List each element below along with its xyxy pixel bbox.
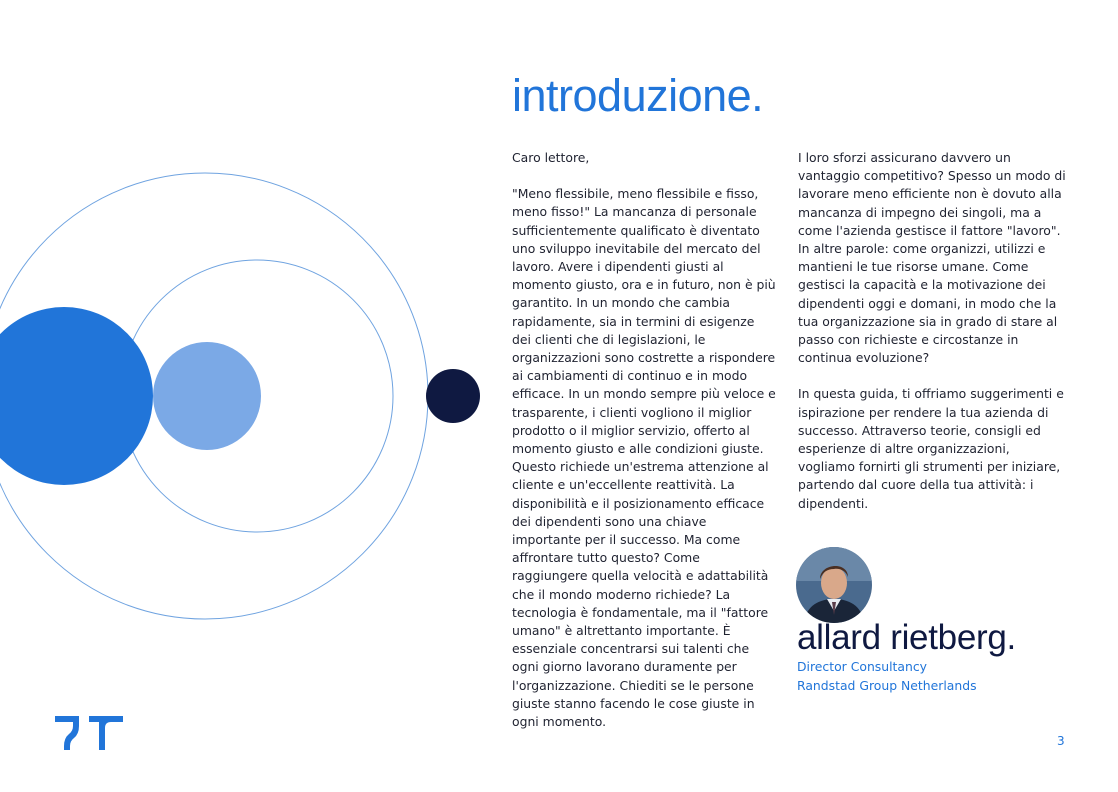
light-blue-filled-circle [153,342,261,450]
author-company: Randstad Group Netherlands [797,678,977,693]
letter-column-left [512,149,777,749]
decorative-circles [0,0,500,792]
author-name: allard rietberg. [797,618,1016,657]
letter-greeting: Caro lettore, [512,150,590,165]
author-role: Director Consultancy [797,659,927,674]
page-number: 3 [1057,734,1065,748]
page-title: introduzione. [512,70,764,121]
letter-paragraph-1: "Meno flessibile, meno flessibile e fisso, meno fisso!" La mancanza di personale sufficientemente qualificato è diventato uno sviluppo inevitabile del mercato del lavoro. Avere i dipendenti giusti al momento giusto, ora e in futuro, non è più garantito. In un mondo che cambia rapidamente, sia in termini di esigenze dei clienti che di legislazioni, le organizzazioni sono costrette a rispondere ai cambiamenti di continuo e in modo efficace. In un mondo sempre più veloce e trasparente, i clienti vogliono il miglior prodotto o il miglior servizio, offerto al momento giusto e alle condizioni giuste. Questo richiede un'estrema attenzione al cliente e un'eccellente reattività. La disponibilità e il posizionamento efficace dei dipendenti sono una chiave importante per il successo. Ma come affrontare tutto questo? Come raggiungere quella velocità e adattabilità che il mondo moderno richiede? La tecnologia è fondamentale, ma il "fattore umano" è altrettanto importante. È essenziale concentrarsi sui talenti che ogni giorno lavorano duramente per l'organizzazione. Chiediti se le persone giuste stanno facendo le cose giuste in ogni momento. [512,186,776,730]
letter-paragraph-2: I loro sforzi assicurano davvero un vantaggio competitivo? Spesso un modo di lavorare meno efficiente non è dovuto alla mancanza di impegno dei singoli, ma a come l'azienda gestisce il fattore "lavoro". In altre parole: come organizzi, utilizzi e mantieni le tue risorse umane. Come gestisci la capacità e la motivazione dei dipendenti oggi e domani, in modo che la tua organizzazione sia in grado di stare al passo con richieste e circostanze in continua evoluzione? [798,150,1066,366]
letter-column-right [798,149,1068,531]
author-portrait [796,547,872,623]
blue-filled-circle [0,307,153,485]
letter-paragraph-3: In questa guida, ti offriamo suggerimenti e ispirazione per rendere la tua azienda di successo. Attraverso teorie, consigli ed esperienze di altre organizzazioni, vogliamo fornirti gli strumenti per iniziare, partendo dal cuore della tua attività: i dipendenti. [798,386,1064,511]
randstad-logo-icon [55,716,125,750]
navy-filled-circle [426,369,480,423]
